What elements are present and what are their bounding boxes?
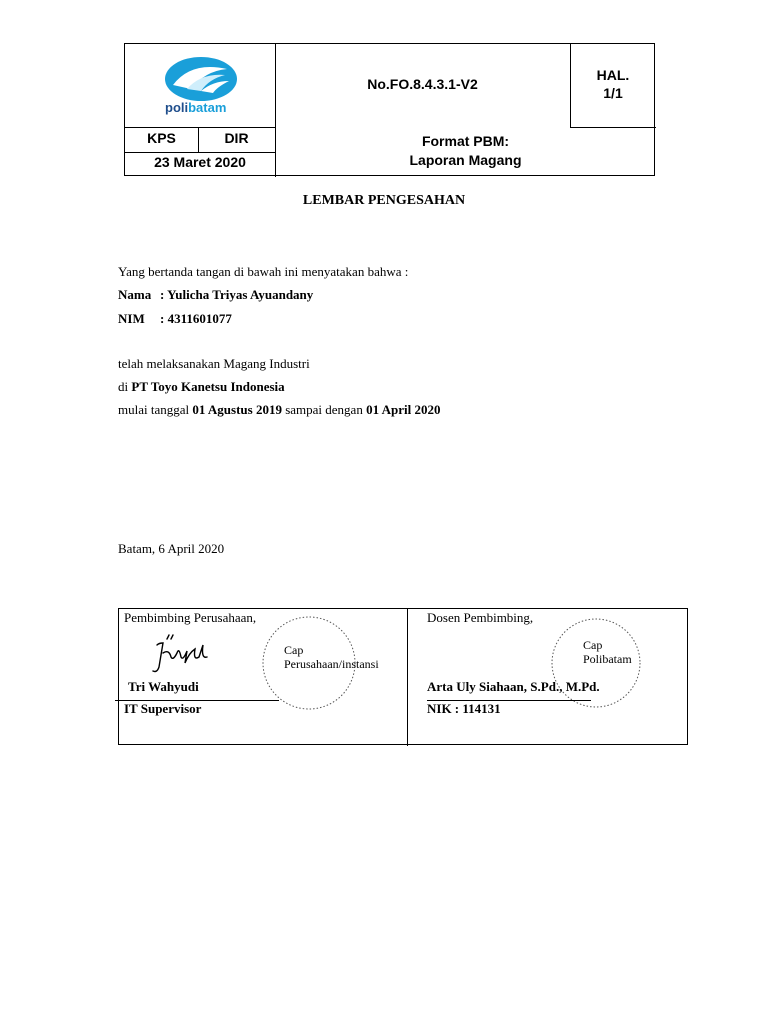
page-title: LEMBAR PENGESAHAN [302,193,466,208]
place-date: Batam, 6 April 2020 [118,541,225,556]
signature-table [118,608,688,745]
format-line2: Laporan Magang [409,152,522,168]
page-value: 1/1 [603,85,623,101]
doc-number: No.FO.8.4.3.1-V2 [367,76,478,92]
end-date: 01 April 2020 [366,402,441,417]
approval-date: 23 Maret 2020 [154,154,246,170]
left-stamp-line1: Cap [284,643,304,657]
nama-label: Nama [118,287,152,302]
header-table [124,43,655,176]
left-position: IT Supervisor [124,701,202,716]
format-line1: Format PBM: [421,133,510,149]
polibatam-logo [161,55,241,117]
dir-label: DIR [224,130,249,146]
page-label: HAL. [596,67,630,83]
company-name: PT Toyo Kanetsu Indonesia [131,379,285,394]
right-stamp-line1: Cap [583,638,603,652]
period-line [118,402,440,418]
internship-line: telah melaksanakan Magang Industri [118,356,310,371]
company-prefix: di [118,379,132,394]
right-nik: NIK : 114131 [427,701,501,716]
period-prefix: mulai tanggal [118,402,193,417]
logo-text-batam: batam [188,100,227,115]
company-line [118,379,285,395]
nim-label: NIM [118,311,145,326]
start-date: 01 Agustus 2019 [192,402,282,417]
nama-value: : Yulicha Triyas Ayuandany [160,287,314,302]
right-stamp-line2: Polibatam [583,652,632,666]
right-name: Arta Uly Siahaan, S.Pd., M.Pd. [427,679,600,694]
nim-value: : 4311601077 [160,311,232,326]
left-stamp-line2: Perusahaan/instansi [284,657,379,671]
right-role: Dosen Pembimbing, [427,610,534,625]
kps-label: KPS [147,130,176,146]
period-mid: sampai dengan [281,402,367,417]
logo-emblem-icon [161,55,241,103]
left-role: Pembimbing Perusahaan, [124,610,257,625]
left-name: Tri Wahyudi [128,679,199,694]
logo-text-poli: poli [165,100,189,115]
intro-text: Yang bertanda tangan di bawah ini menyatakan bahwa : [118,264,409,279]
signature-scribble-icon [149,631,209,677]
